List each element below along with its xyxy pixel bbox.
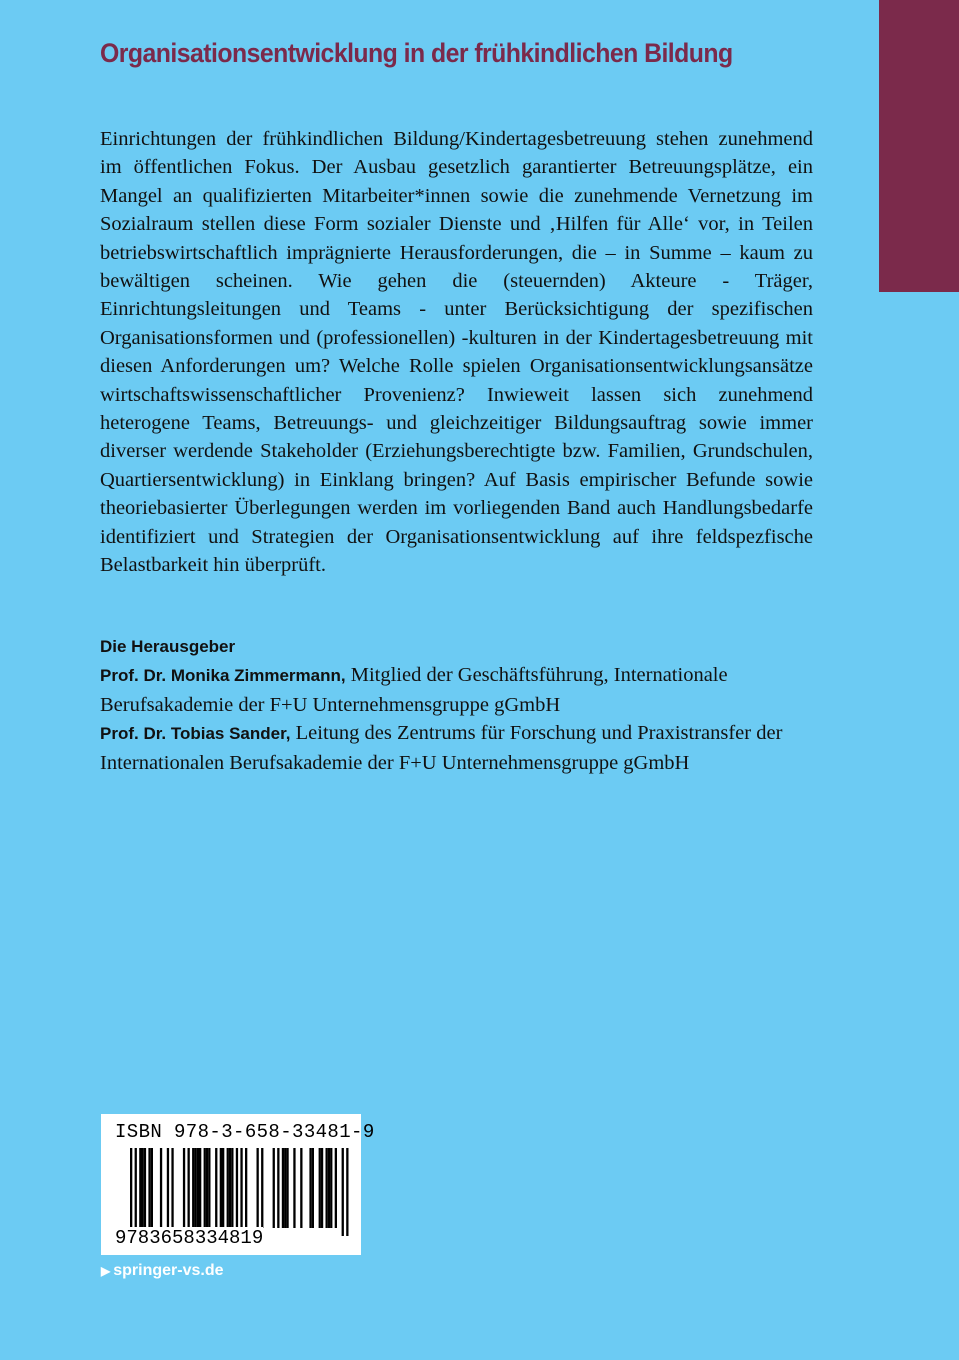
book-description: Einrichtungen der frühkindlichen Bildung/Kindertagesbetreuung stehen zunehmend im öffentlichen Fokus. Der Ausbau gesetzlich garantierter Betreuungsplätze, ein Mangel an qualifizierten Mitarbeiter*innen sowie die zunehmende Vernetzung im Sozialraum stellen diese Form sozialer Dienste und ‚Hilfen für Alle‘ vor, in Teilen betriebswirtschaftlich imprägnierte Herausforderungen, die – in Summe – kaum zu bewältigen scheinen. Wie gehen die (steuernden) Akteure - Träger, Einrichtungsleitungen und Teams - unter Berücksichtigung der spezifischen Organisationsformen und (professionellen) -kulturen in der Kindertagesbetreuung mit diesen Anforderungen um? Welche Rolle spielen Organisationsentwicklungsansätze wirtschaftswissenschaftlicher Provenienz? Inwieweit lassen sich zunehmend heterogene Teams, Betreuungs- und gleichzeitiger Bildungsauftrag sowie immer diverser werdende Stakeholder (Erziehungsberechtigte bzw. Familien, Grundschulen, Quartiersentwicklung) in Einklang bringen? Auf Basis empirischer Befunde sowie theoriebasierter Überlegungen werden im vorliegenden Band auch Handlungsbedarfe identifiziert und Strategien der Organisationsentwicklung auf ihre feldspezfische Belastbarkeit hin überprüft. <box>100 128 813 577</box>
barcode-bar <box>171 1148 173 1228</box>
barcode-bar <box>245 1148 247 1228</box>
barcode-bar <box>330 1148 332 1228</box>
barcode-bar <box>346 1148 348 1236</box>
editor-name: Prof. Dr. Tobias Sander, <box>100 724 291 744</box>
barcode-bar <box>273 1148 275 1228</box>
editor-entry <box>100 661 840 719</box>
barcode-bar <box>130 1148 132 1236</box>
barcode-bar <box>335 1148 337 1228</box>
publisher-url: springer-vs.de <box>113 1262 224 1279</box>
publisher-link[interactable] <box>101 1262 224 1280</box>
editor-entry <box>100 719 840 777</box>
editors-section <box>100 633 840 777</box>
accent-band <box>879 0 959 292</box>
barcode-bar <box>160 1148 162 1228</box>
barcode-bar <box>328 1148 330 1228</box>
barcode-bar <box>194 1148 196 1228</box>
barcode-bar <box>286 1148 288 1228</box>
barcode-bar <box>227 1148 229 1228</box>
book-title: Organisationsentwicklung in der frühkindlichen Bildung <box>100 38 733 68</box>
barcode-bar <box>277 1148 279 1228</box>
barcode-bar <box>208 1148 210 1228</box>
barcode-bar <box>300 1148 302 1228</box>
barcode-bar <box>215 1148 217 1228</box>
ean-digits: 9783658334819 <box>115 1227 264 1249</box>
barcode-bar <box>220 1148 222 1228</box>
barcode-bar <box>312 1148 314 1228</box>
barcode-bar <box>342 1148 344 1236</box>
barcode-bar <box>236 1148 238 1236</box>
barcode-bar <box>240 1148 242 1236</box>
barcode-bar <box>167 1148 169 1228</box>
barcode-bar <box>188 1148 190 1228</box>
barcode-bar <box>231 1148 233 1228</box>
barcode-bar <box>229 1148 231 1228</box>
barcode-bar <box>206 1148 208 1228</box>
editors-heading: Die Herausgeber <box>100 637 236 656</box>
barcode-bar <box>135 1148 137 1236</box>
barcode-bar <box>326 1148 328 1228</box>
barcode-bar <box>199 1148 201 1228</box>
barcode-bar <box>293 1148 295 1228</box>
editor-description: Mitglied der Geschäftsführung, Internationale Berufsakademie der F+U Unternehmensgruppe gGmbH <box>100 664 728 716</box>
barcode-bar <box>144 1148 146 1228</box>
barcode-bar <box>261 1148 263 1228</box>
barcode-bar <box>197 1148 199 1228</box>
barcode-bar <box>139 1148 141 1228</box>
play-arrow-icon: ▶ <box>101 1264 111 1278</box>
barcode-bar <box>148 1148 150 1228</box>
barcode-bar <box>309 1148 311 1228</box>
barcode-bar <box>142 1148 144 1228</box>
barcode-bar <box>282 1148 284 1228</box>
barcode-bar <box>321 1148 323 1228</box>
barcode-bar <box>319 1148 321 1228</box>
isbn-number: ISBN 978-3-658-33481-9 <box>115 1121 375 1143</box>
barcode-bar <box>257 1148 259 1228</box>
barcode-bar <box>192 1148 194 1228</box>
barcode-bar <box>222 1148 224 1228</box>
barcode-bar <box>183 1148 185 1228</box>
editor-description: Leitung des Zentrums für Forschung und Praxistransfer der Internationalen Berufsakademie der F+U Unternehmensgruppe gGmbH <box>100 722 783 774</box>
isbn-barcode-box <box>101 1114 375 1255</box>
editor-name: Prof. Dr. Monika Zimmermann, <box>100 666 346 686</box>
barcode-bar <box>284 1148 286 1228</box>
barcode-bar <box>151 1148 153 1228</box>
barcode-bar <box>204 1148 206 1228</box>
